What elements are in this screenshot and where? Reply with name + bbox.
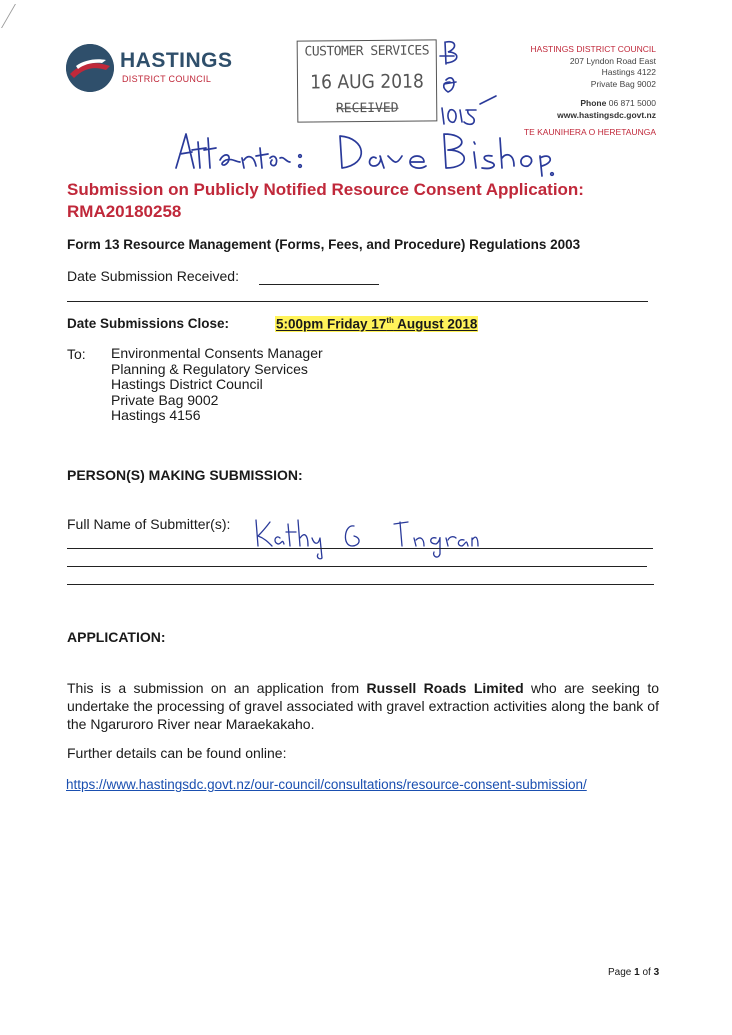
logo-subname: DISTRICT COUNCIL	[122, 74, 212, 84]
date-received-field[interactable]	[259, 284, 379, 285]
applicant-name: Russell Roads Limited	[366, 680, 524, 696]
handwritten-signature	[250, 512, 480, 562]
application-text: This is a submission on an application from Russell Roads Limited who are seeking to undertake the processing of gravel associated with gravel extraction activities along the bank of the Ngaruroro River near Maraekakaho.	[67, 680, 659, 732]
to-label: To:	[67, 346, 86, 362]
divider	[67, 301, 648, 302]
recipient-line: Hastings District Council	[111, 376, 263, 393]
stamp-bottom-text: RECEIVED	[335, 100, 399, 117]
date-close-value: 5:00pm Friday 17th August 2018	[276, 316, 478, 332]
council-name: HASTINGS DISTRICT COUNCIL	[530, 44, 656, 54]
hastings-logo	[66, 44, 236, 94]
address-line: Hastings 4122	[601, 67, 656, 77]
form-reference: Form 13 Resource Management (Forms, Fees, and Procedure) Regulations 2003	[67, 237, 581, 252]
name-field-line[interactable]	[67, 566, 647, 567]
scan-artifact	[1, 4, 32, 28]
name-field-line[interactable]	[67, 548, 653, 549]
address-line: 207 Lyndon Road East	[569, 55, 656, 66]
phone-line: Phone 06 871 5000	[580, 98, 656, 108]
recipient-address	[111, 346, 323, 424]
stamp-date: 16 AUG 2018	[310, 70, 424, 94]
maori-name: TE KAUNIHERA O HERETAUNGA	[523, 127, 656, 137]
address-line: Private Bag 9002	[590, 78, 656, 89]
logo-name: HASTINGS	[120, 49, 233, 72]
date-received-label: Date Submission Received:	[67, 268, 239, 284]
website: www.hastingsdc.govt.nz	[557, 109, 656, 120]
logo-emblem-icon	[66, 44, 114, 92]
full-name-label: Full Name of Submitter(s):	[67, 516, 231, 532]
name-field-line[interactable]	[67, 584, 654, 585]
recipient-line: Hastings 4156	[111, 407, 201, 424]
application-heading: APPLICATION:	[67, 629, 166, 645]
handwritten-attention-note	[170, 128, 610, 178]
date-close-label: Date Submissions Close:	[67, 316, 230, 331]
received-stamp	[297, 39, 438, 122]
recipient-line: Planning & Regulatory Services	[111, 360, 308, 377]
recipient-line: Private Bag 9002	[111, 391, 219, 408]
council-address	[500, 44, 656, 139]
submission-link[interactable]: https://www.hastingsdc.govt.nz/our-council/consultations/resource-consent-submission/	[66, 777, 587, 792]
person-heading: PERSON(S) MAKING SUBMISSION:	[67, 467, 303, 483]
recipient-line: Environmental Consents Manager	[111, 345, 323, 361]
further-details-text: Further details can be found online:	[67, 745, 287, 761]
page-title: Submission on Publicly Notified Resource Consent Application: RMA20180258	[67, 180, 584, 221]
stamp-top-text: CUSTOMER SERVICES	[304, 43, 430, 60]
page-number: Page 1 of 3	[608, 967, 660, 978]
